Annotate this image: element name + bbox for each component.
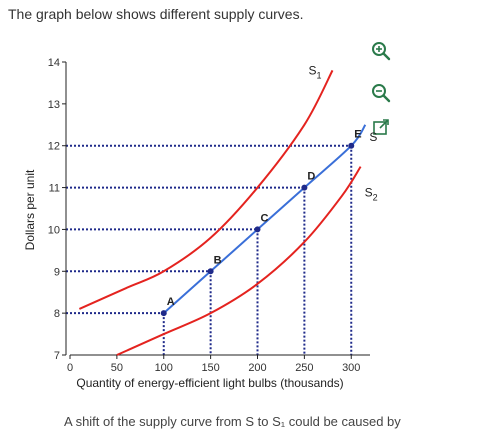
y-tick-label: 7 (53, 350, 60, 362)
y-tick-label: 8 (53, 308, 60, 321)
point-e-marker (348, 143, 354, 149)
point-d-marker (301, 185, 307, 191)
point-c-label: C (260, 212, 269, 225)
x-tick-label: 200 (248, 362, 267, 374)
question-heading: The graph below shows different supply curves. (8, 6, 304, 22)
y-tick-label: 11 (48, 182, 60, 195)
point-c-marker (255, 226, 261, 232)
point-b-marker (208, 268, 214, 274)
series-s1-line (79, 70, 332, 309)
point-d-label: D (307, 170, 316, 183)
y-axis-title: Dollars per unit (23, 169, 37, 251)
series-s1-label: $S_1$ (308, 63, 322, 81)
y-tick-label: 14 (47, 57, 60, 69)
series-s-label: S (369, 129, 378, 144)
x-tick-label: 150 (201, 362, 220, 374)
point-a-label: A (166, 296, 175, 309)
series-s2-line (117, 167, 361, 355)
y-tick-label: 13 (47, 98, 60, 111)
point-a-marker (161, 310, 167, 316)
series-s2-label: $S_2$ (364, 185, 378, 203)
x-tick-label: 0 (66, 362, 74, 374)
x-tick-label: 300 (342, 362, 361, 374)
x-axis-title: Quantity of energy-efficient light bulbs (thousands) (76, 376, 344, 390)
point-b-label: B (213, 254, 222, 267)
y-tick-label: 10 (47, 224, 60, 237)
y-tick-label: 12 (47, 140, 60, 153)
point-e-label: E (354, 128, 362, 141)
y-tick-label: 9 (53, 266, 60, 279)
x-tick-label: 250 (295, 362, 314, 374)
x-tick-label: 100 (154, 362, 173, 374)
x-tick-label: 50 (110, 362, 123, 374)
footer-question-text: A shift of the supply curve from S to S₁ could be caused by (64, 414, 401, 429)
